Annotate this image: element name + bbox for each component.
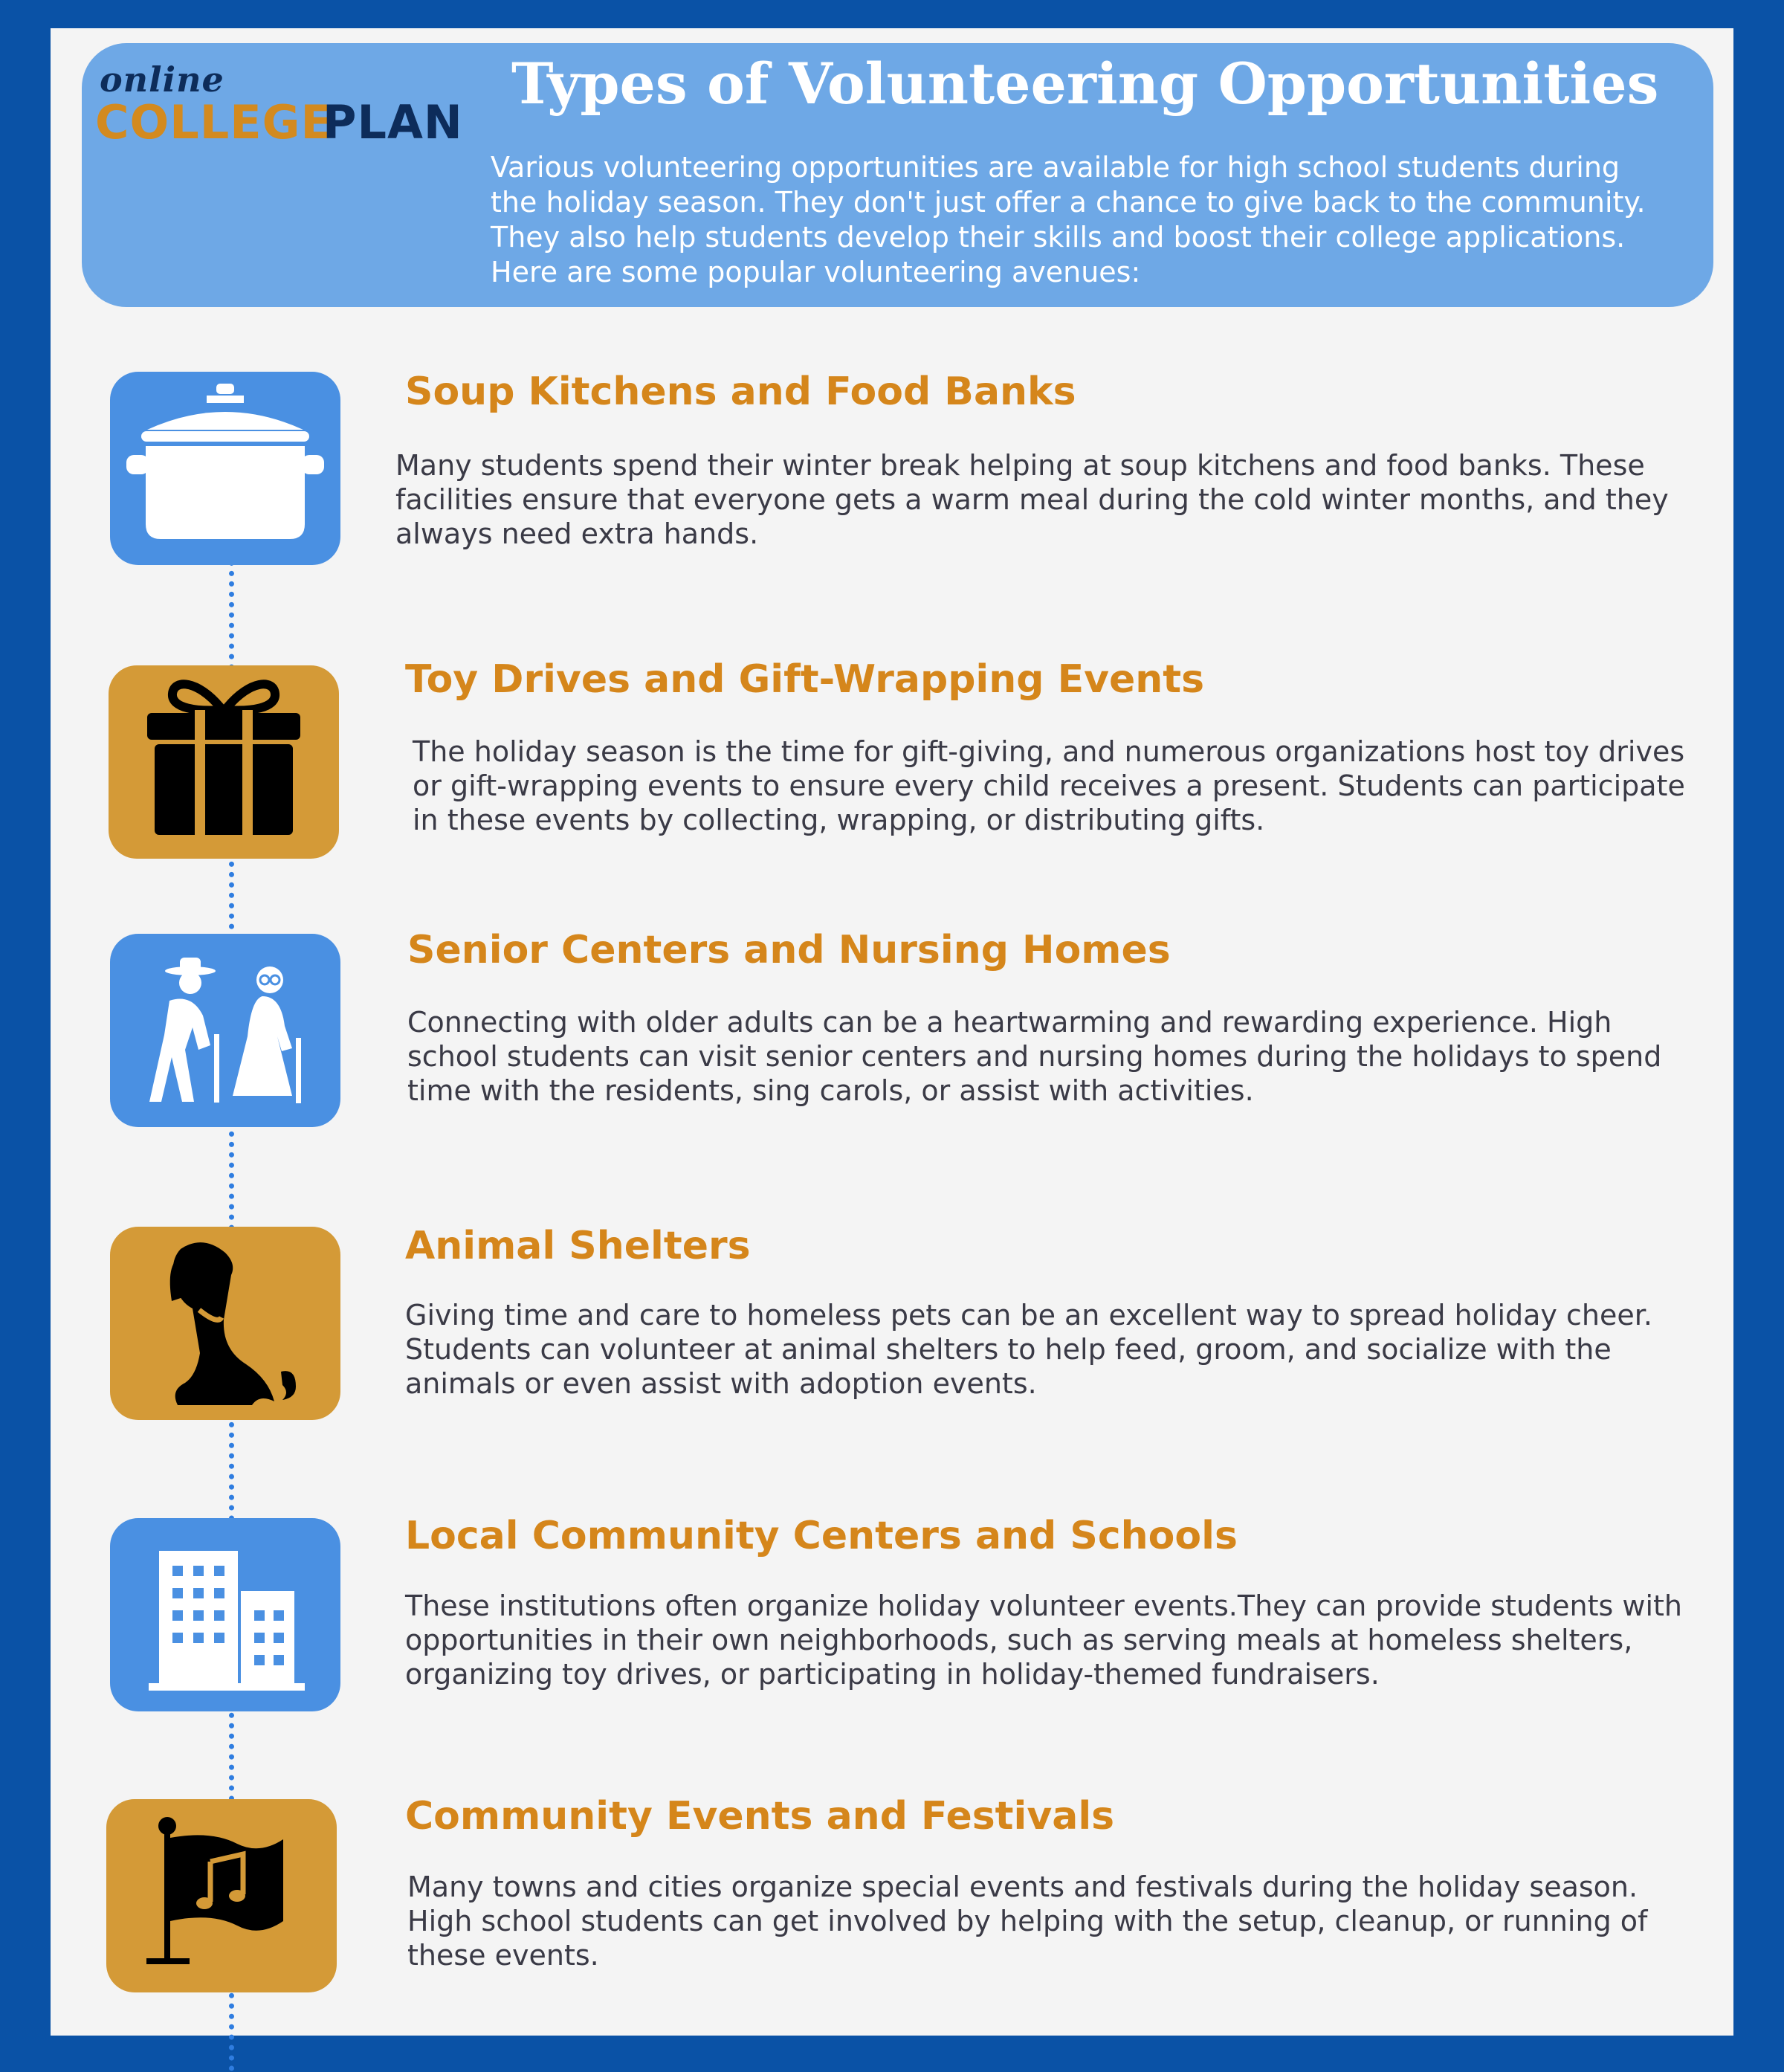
elderly-couple-icon xyxy=(110,934,340,1127)
cooking-pot-icon xyxy=(110,372,340,565)
community-center-icon-tile xyxy=(110,1518,340,1711)
gift-box-icon xyxy=(109,665,339,859)
item-title-toy-drives: Toy Drives and Gift-Wrapping Events xyxy=(405,657,1205,702)
item-text-soup-kitchens: Many students spend their winter break helping at soup kitchens and food banks. These facilities ensure that everyone gets a warm meal during the cold winter months, and they always need extra hands. xyxy=(395,449,1669,550)
item-title-community-centers: Local Community Centers and Schools xyxy=(405,1514,1238,1558)
item-title-senior-centers: Senior Centers and Nursing Homes xyxy=(407,928,1171,972)
item-title-animal-shelters: Animal Shelters xyxy=(405,1224,751,1268)
item-text-animal-shelters: Giving time and care to homeless pets can be an excellent way to spread holiday cheer. Students can volunteer at animal shelters to help feed, groom, and socialize with the animals or even assist with adoption events. xyxy=(405,1299,1652,1400)
item-text-community-events: Many towns and cities organize special events and festivals during the holiday season. High school students can get involved by helping with the setup, cleanup, or running of these events. xyxy=(407,1871,1648,1972)
item-text-senior-centers: Connecting with older adults can be a heartwarming and rewarding experience. High school students can visit senior centers and nursing homes during the holidays to spend time with the residents, sing carols, or assist with activities. xyxy=(407,1006,1662,1107)
logo-college-text: COLLEGE xyxy=(95,95,333,149)
item-text-community-centers: These institutions often organize holiday volunteer events.They can provide students with opportunities in their own neighborhoods, such as serving meals at homeless shelters, organizing toy drives, or participating in holiday-themed fundraisers. xyxy=(405,1589,1683,1691)
item-title-soup-kitchens: Soup Kitchens and Food Banks xyxy=(405,369,1076,414)
online-college-plan-logo xyxy=(95,59,467,149)
intro-paragraph: Various volunteering opportunities are available for high school students during the holiday season. They don't just offer a chance to give back to the community. They also help students develop their skills and boost their college applications. Here are some popular volunteering avenues: xyxy=(491,151,1646,288)
item-text-toy-drives: The holiday season is the time for gift-giving, and numerous organizations host toy drives or gift-wrapping events to ensure every child receives a present. Students can participate in these events by collecting, wrapping, or distributing gifts. xyxy=(413,735,1685,836)
item-title-community-events: Community Events and Festivals xyxy=(405,1794,1115,1839)
dog-icon xyxy=(110,1227,340,1420)
music-flag-icon xyxy=(106,1799,337,1992)
senior-center-icon-tile xyxy=(110,934,340,1127)
logo-online-text: online xyxy=(100,59,224,100)
page-title: Types of Volunteering Opportunities xyxy=(511,51,1659,117)
community-events-icon-tile xyxy=(106,1799,337,1992)
soup-kitchen-icon-tile xyxy=(110,372,340,565)
buildings-icon xyxy=(110,1518,340,1711)
animal-shelter-icon-tile xyxy=(110,1227,340,1420)
logo-plan-text: PLAN xyxy=(323,95,463,149)
toy-drive-icon-tile xyxy=(109,665,339,859)
